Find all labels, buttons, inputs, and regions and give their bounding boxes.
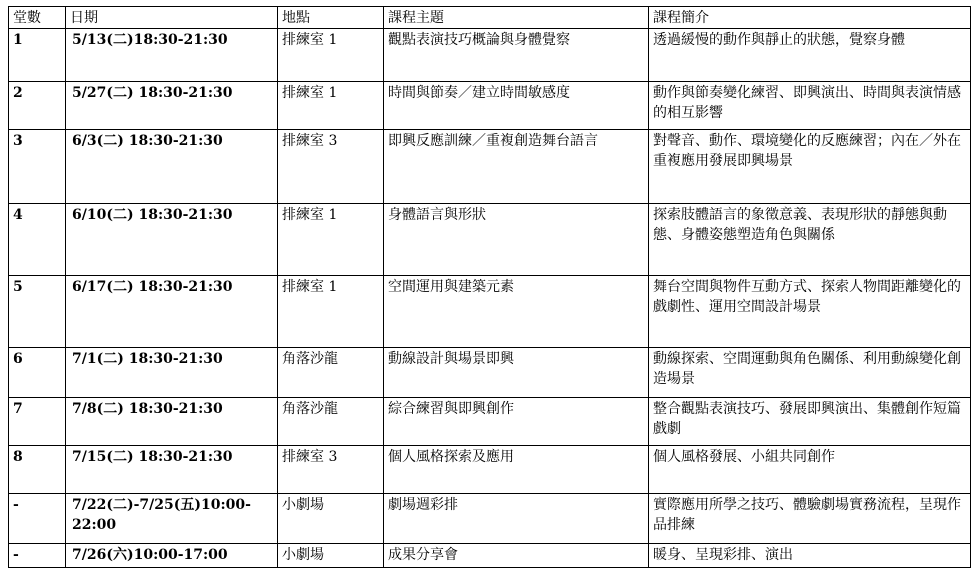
session-description: 探索肢體語言的象徵意義、表現形狀的靜態與動態、身體姿態塑造角色與關係: [649, 204, 971, 276]
session-date: 7/8(二) 18:30-21:30: [66, 398, 278, 446]
session-location: 角落沙龍: [278, 398, 384, 446]
session-description: 個人風格發展、小組共同創作: [649, 446, 971, 494]
header-date: 日期: [66, 7, 278, 29]
session-date: 7/1(二) 18:30-21:30: [66, 348, 278, 398]
session-number: 3: [9, 130, 66, 204]
session-date: 7/26(六)10:00-17:00: [66, 544, 278, 568]
session-number: 4: [9, 204, 66, 276]
table-row: [9, 544, 971, 568]
session-location: 排練室 3: [278, 446, 384, 494]
session-description: 整合觀點表演技巧、發展即興演出、集體創作短篇戲劇: [649, 398, 971, 446]
session-location: 排練室 1: [278, 82, 384, 130]
session-date: 6/3(二) 18:30-21:30: [66, 130, 278, 204]
session-number: 7: [9, 398, 66, 446]
session-date: 7/15(二) 18:30-21:30: [66, 446, 278, 494]
session-topic: 劇場週彩排: [384, 494, 649, 544]
header-topic: 課程主題: [384, 7, 649, 29]
session-topic: 身體語言與形狀: [384, 204, 649, 276]
session-description: 對聲音、動作、環境變化的反應練習；內在／外在重複應用發展即興場景: [649, 130, 971, 204]
table-row: [9, 82, 971, 130]
table-row: [9, 348, 971, 398]
table-row: [9, 494, 971, 544]
session-topic: 即興反應訓練／重複創造舞台語言: [384, 130, 649, 204]
session-location: 排練室 1: [278, 276, 384, 348]
session-topic: 空間運用與建築元素: [384, 276, 649, 348]
table-row: [9, 204, 971, 276]
session-topic: 觀點表演技巧概論與身體覺察: [384, 29, 649, 82]
session-description: 舞台空間與物件互動方式、探索人物間距離變化的戲劇性、運用空間設計場景: [649, 276, 971, 348]
course-schedule-table: [8, 6, 971, 568]
session-location: 排練室 1: [278, 29, 384, 82]
session-date: 5/27(二) 18:30-21:30: [66, 82, 278, 130]
header-num: 堂數: [9, 7, 66, 29]
session-number: -: [9, 494, 66, 544]
session-number: 2: [9, 82, 66, 130]
session-number: 1: [9, 29, 66, 82]
session-topic: 綜合練習與即興創作: [384, 398, 649, 446]
table-row: [9, 446, 971, 494]
session-date: 6/17(二) 18:30-21:30: [66, 276, 278, 348]
session-topic: 動線設計與場景即興: [384, 348, 649, 398]
header-description: 課程簡介: [649, 7, 971, 29]
session-topic: 成果分享會: [384, 544, 649, 568]
session-number: 8: [9, 446, 66, 494]
session-description: 透過緩慢的動作與靜止的狀態，覺察身體: [649, 29, 971, 82]
session-number: 6: [9, 348, 66, 398]
session-topic: 時間與節奏／建立時間敏感度: [384, 82, 649, 130]
table-row: [9, 276, 971, 348]
session-topic: 個人風格探索及應用: [384, 446, 649, 494]
session-location: 小劇場: [278, 544, 384, 568]
table-row: [9, 29, 971, 82]
session-description: 實際應用所學之技巧、體驗劇場實務流程，呈現作品排練: [649, 494, 971, 544]
session-location: 排練室 1: [278, 204, 384, 276]
session-description: 動線探索、空間運動與角色關係、利用動線變化創造場景: [649, 348, 971, 398]
session-date: 7/22(二)-7/25(五)10:00-22:00: [66, 494, 278, 544]
header-location: 地點: [278, 7, 384, 29]
session-description: 動作與節奏變化練習、即興演出、時間與表演情感的相互影響: [649, 82, 971, 130]
session-number: -: [9, 544, 66, 568]
session-location: 角落沙龍: [278, 348, 384, 398]
session-location: 排練室 3: [278, 130, 384, 204]
session-number: 5: [9, 276, 66, 348]
table-row: [9, 398, 971, 446]
session-date: 5/13(二)18:30-21:30: [66, 29, 278, 82]
session-date: 6/10(二) 18:30-21:30: [66, 204, 278, 276]
session-location: 小劇場: [278, 494, 384, 544]
table-row: [9, 130, 971, 204]
session-description: 暖身、呈現彩排、演出: [649, 544, 971, 568]
header-row: [9, 7, 971, 29]
